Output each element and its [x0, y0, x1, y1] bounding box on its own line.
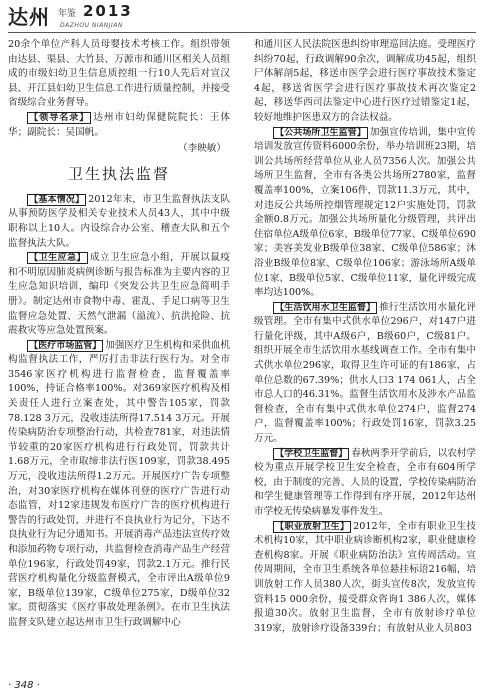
- leader-paragraph: [8, 111, 230, 140]
- right-column: [254, 38, 476, 636]
- continuation-paragraph: 和通川区人民法院医患纠纷审理巡回法庭。受理医疗纠纷70起，行政调解90余次，调解成功45起，组织尸体解剖5起，移送市医学会进行医疗事故技术鉴定4起，移送省医学会进行医疗事故技术再次鉴定2起，移送华西司法鉴定中心进行医疗过错鉴定1起，较好地维护医患双方的合法权益。: [254, 39, 476, 123]
- emergency-paragraph: [8, 251, 230, 339]
- public-text: 加强宣传培训，集中宣传培训发放宣传资料6000余份，举办培训班23期，培训公共场所经营单位从业人员7356人次。加强公共场所卫生监督，全市有各类公共场所2780家，监督覆盖率100%，立案106件，罚款11.3万元，其中，对违反公共场所控烟管理规定12户实施处罚，罚款金额0.8万元。加强公共场所量化分级管理，共评出住宿单位A级单位6家、B级单位77家、C级单位690家；美容美发业B级单位38家、C级单位586家；沐浴业B级单位8家、C级单位106家；游泳场所A级单位1家、B级单位5家、C级单位11家，量化评级完成率均达100%。: [254, 126, 476, 299]
- public-tag: 【公共场所卫生监管】: [275, 127, 366, 138]
- intro-paragraph: 20余个单位产科人员母婴技术考核工作。组织带领由达县、渠县、大竹县、万源市和通川区相关人员组成的市级妇幼卫生信息质控组一行10人先后对宣汉县、开江县妇幼卫生信息工作进行质量控制，并接受省级综合业务督导。: [8, 39, 230, 109]
- water-tag: 【生活饮用水卫生监督】: [275, 302, 376, 313]
- emergency-text: 成立卫生应急小组，开展以鼠疫和不明原因肺炎病例诊断与报告标准为主要内容的卫生应急知识培训，编印《突发公共卫生应急简明手册》。制定达州市食物中毒、霍乱、手足口病等卫生监督应急处置、天然气泄漏（溢流）、抗洪抢险、抗震救灾等应急处置预案。: [8, 252, 230, 337]
- public-paragraph: [254, 126, 476, 301]
- water-paragraph: [254, 301, 476, 447]
- school-tag: 【学校卫生监督】: [275, 448, 348, 459]
- yearbook-logo-nianjian: 年鉴: [58, 9, 77, 19]
- yearbook-logo-subtitle: DAZHOU NIANJIAN: [60, 22, 123, 29]
- water-text: 推行生活饮用水量化评级管理。全市有集中式供水单位296户，对147户进行量化评级，其中A级6户，B级60户，C级81户。组织开展全市生活饮用水基线调查工作。全市有集中式供水单位296家，取得卫生许可证的有186家，占单位总数的67.39%；供水人口3 174 061人，占全市总人口的46.31%。监督生活饮用水及涉水产品监督检查，全市有集中式供水单位274户，监督274户，监督覆盖率100%；行政处罚16家，罚款3.25万元。: [254, 301, 476, 445]
- yearbook-logo-title: 达州: [8, 5, 50, 29]
- basic-tag: 【基本情况】: [29, 194, 85, 205]
- emergency-tag: 【卫生应急】: [29, 253, 86, 264]
- author-signature: （李映敏）: [178, 143, 226, 155]
- occupational-text: 2012年，全市有职业卫生技术机构10家，其中职业病诊断机构2家，职业健康检查机构8家。开展《职业病防治法》宣传周活动。宣传周期间，全市卫生系统各单位悬挂标语216幅，培训放射工作人员380人次，街头宣传8次，发放宣传资料15 000余份，接受群众咨询1 386人次，媒体报道30次。放射卫生监督，全市有放射诊疗单位319家，放射诊疗设备339台；有放射从业人员803: [254, 520, 476, 634]
- basic-paragraph: [8, 193, 230, 251]
- school-paragraph: [254, 447, 476, 520]
- basic-text: 2012年末，市卫生监督执法支队从事预防医学及相关专业技术人员43人，其中中级职称以上10人。内设综合办公室、稽查大队和五个监督执法大队。: [8, 193, 230, 249]
- school-text: 春秋两季开学前后，以农村学校为重点开展学校卫生安全检查，全市有604所学校，由于制度的完善、人员的设置，学校传染病防治和学生健康管理等工作得到有序开展，2012年达州市学校无传染病暴发事件发生。: [254, 447, 476, 517]
- page-number: · 348 ·: [8, 680, 40, 691]
- header-divider: [8, 32, 476, 33]
- page-header: [0, 0, 482, 34]
- medical-text: 加强医疗卫生机构和采供血机构监督执法工作，严厉打击非法行医行为。对全市3546家医疗机构进行监督检查，监督覆盖率100%，持证合格率100%。对369家医疗机构及相关责任人进行立案查处，其中警告105家，罚款78.128 3万元，没收违法所得17.514 3万元。开展传染病防治专项整治行动，共检查781家，对违法情节较重的20家医疗机构进行行政处罚，罚款共计1.68万元，全市取缔非法行医109家，罚款38.495万元，没收违法所得1.2万元。开展医疗广告专项整治，对30家医疗机构在媒体刊登的医疗广告进行动态监管，对12家违规发布医疗广告的医疗机构进行警告的行政处罚，并进行不良执业行为记分，下达不良执业行为记分通知书。开展消毒产品违法宣传疗效和添加药物专项行动，共监督检查消毒产品生产经营单位196家，行政处罚49家，罚款2.1万元。推行民营医疗机构量化分级监督模式，全市评出A级单位9家，B级单位139家，C级单位275家，D级单位32家。贯彻落实《医疗事故处理条例》。在市卫生执法监督支队建立起达州市卫生行政调解中心: [8, 339, 230, 628]
- leader-tag: 【领导名录】: [29, 112, 90, 123]
- leader-text: 达州市妇幼保健院院长：王体华；副院长：吴国帆。: [8, 111, 230, 138]
- medical-paragraph: [8, 339, 230, 631]
- occupational-paragraph: [254, 520, 476, 637]
- medical-tag: 【医疗市场监管】: [29, 340, 102, 351]
- occupational-tag: 【职业放射卫生】: [275, 521, 350, 532]
- section-title: 卫生执法监督: [67, 164, 170, 183]
- yearbook-logo-year: 2013: [83, 2, 133, 20]
- left-column: [8, 38, 230, 631]
